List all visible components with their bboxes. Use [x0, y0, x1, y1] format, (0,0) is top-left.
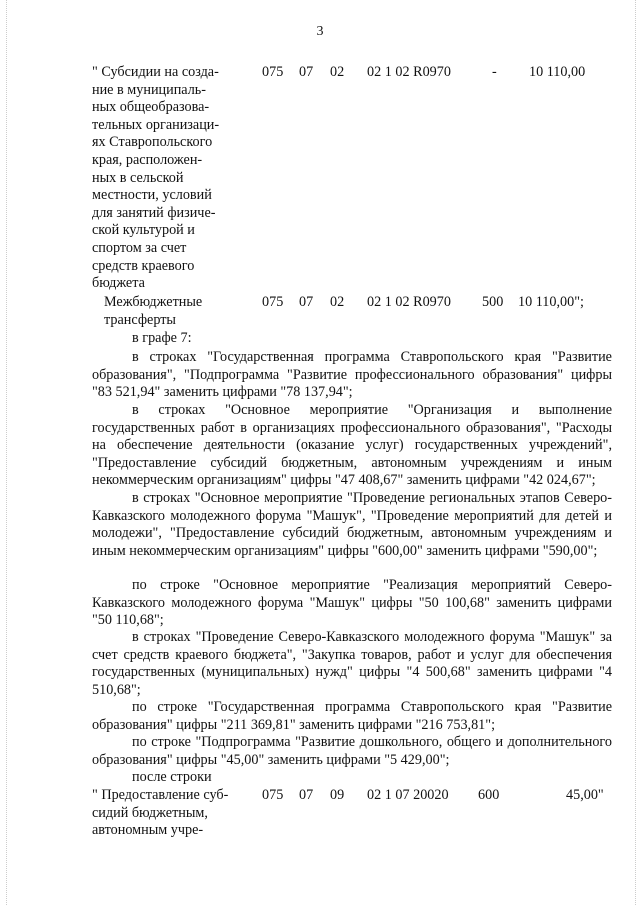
paragraph: по строке "Основное мероприятие "Реализация мероприятий Северо-Кавказского молодежного форума "Машук" цифры "50 100,68" заменить цифрами "50 110,68";: [92, 577, 612, 629]
paragraph: по строке "Подпрограмма "Развитие дошкольного, общего и дополнительного образования" цифры "45,00" заменить цифрами "5 429,00";: [92, 734, 612, 768]
col-amount: 10 110,00: [529, 64, 586, 80]
paragraph: по строке "Государственная программа Ставропольского края "Развитие образования" цифры "211 369,81" заменить цифрами "216 753,81";: [92, 699, 612, 733]
col-ministry-code: 075: [262, 294, 284, 310]
col-ministry-code: 075: [262, 787, 284, 803]
col-amount: 45,00": [566, 787, 604, 803]
after-line-label: после строки: [132, 769, 212, 785]
col-section: 07: [299, 294, 314, 310]
col-section: 07: [299, 787, 314, 803]
paragraph: в строках "Проведение Северо-Кавказского молодежного форума "Машук" за счет средств краевого бюджета", "Закупка товаров, работ и услуг для обеспечения государственных (муниципальных) нужд" цифры "4 500,68" заменить цифрами "4 510,68";: [92, 629, 612, 698]
scan-edge-left: [6, 0, 11, 905]
col-subsection: 02: [330, 294, 345, 310]
col-expense-type: 500: [482, 294, 504, 310]
row-name: Межбюджетные трансферты: [104, 294, 203, 328]
page-number: 3: [316, 24, 324, 39]
col-expense-type: 600: [478, 787, 500, 803]
scan-edge-right: [631, 0, 636, 905]
row-name: " Предоставление суб- сидий бюджетным, автономным учре-: [92, 787, 229, 839]
graph-heading: в графе 7:: [132, 330, 192, 346]
col-subsection: 09: [330, 787, 345, 803]
paragraph: в строках "Основное мероприятие "Организация и выполнение государственных работ в организациях профессионального образования", "Расходы на обеспечение деятельности (оказание услуг) государственных учреждений", "Предоставление субсидий бюджетным, автономным учреждениям и иным некоммерческим организациям" цифры "47 408,67" заменить цифрами "42 024,67";: [92, 402, 612, 489]
col-target-article: 02 1 02 R0970: [367, 294, 451, 310]
col-target-article: 02 1 02 R0970: [367, 64, 451, 80]
col-expense-type: -: [492, 64, 497, 80]
paragraph: в строках "Государственная программа Ставропольского края "Развитие образования", "Подпрограмма "Развитие профессионального образования" цифры "83 521,94" заменить цифрами "78 137,94";: [92, 349, 612, 401]
col-ministry-code: 075: [262, 64, 284, 80]
col-target-article: 02 1 07 20020: [367, 787, 449, 803]
paragraph: в строках "Основное мероприятие "Проведение региональных этапов Северо-Кавказского молодежного форума "Машук", "Проведение мероприятий для детей и молодежи", "Предоставление субсидий бюджетным, автономным учреждениям и иным некоммерческим организациям" цифры "600,00" заменить цифрами "590,00";: [92, 490, 612, 559]
row-name: " Субсидии на созда- ние в муниципаль- ных общеобразова- тельных организаци- ях Ставропольского края, расположен- ных в сельской местности, условий для занятий физиче- ской культурой и спортом за счет средств краевого бюджета: [92, 64, 220, 292]
col-amount: 10 110,00";: [518, 294, 584, 310]
col-section: 07: [299, 64, 314, 80]
col-subsection: 02: [330, 64, 345, 80]
